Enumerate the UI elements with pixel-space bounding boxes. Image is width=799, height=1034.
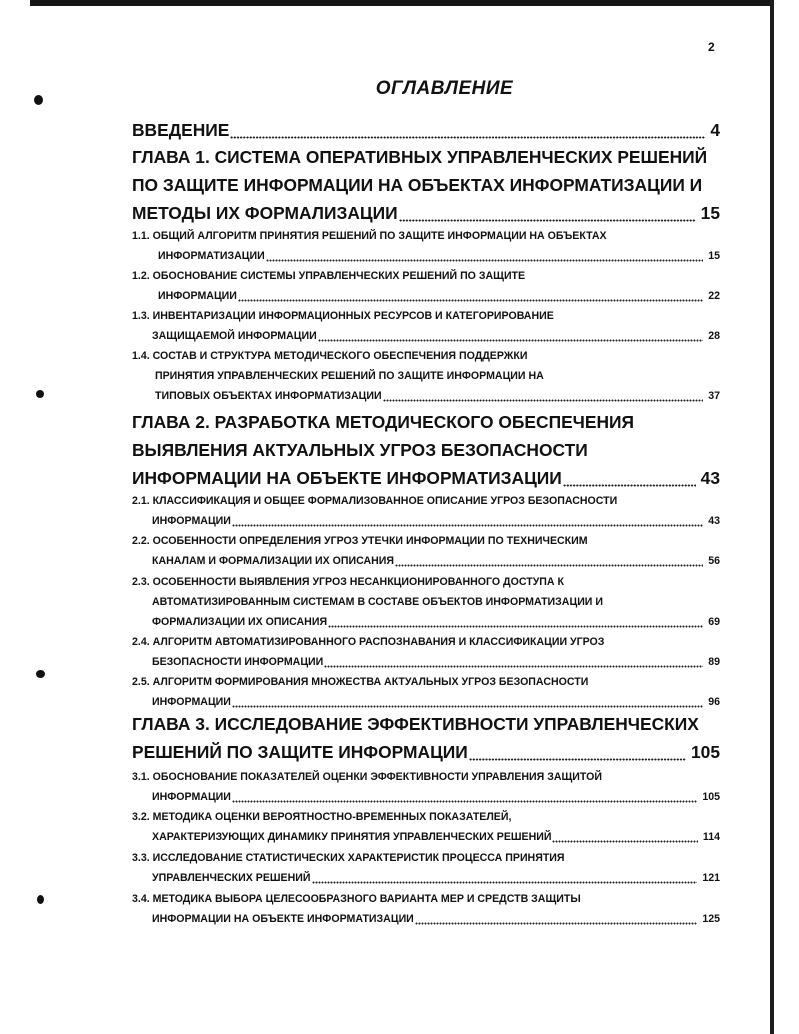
toc-entry-text: 2.2. ОСОБЕННОСТИ ОПРЕДЕЛЕНИЯ УГРОЗ УТЕЧКИ ИНФОРМАЦИИ ПО ТЕХНИЧЕСКИМ: [132, 535, 588, 547]
toc-page-number: 56: [708, 555, 720, 567]
toc-entry-text: ГЛАВА 2. РАЗРАБОТКА МЕТОДИЧЕСКОГО ОБЕСПЕЧЕНИЯ: [132, 412, 635, 432]
toc-entry-text: 1.1. ОБЩИЙ АЛГОРИТМ ПРИНЯТИЯ РЕШЕНИЙ ПО ЗАЩИТЕ ИНФОРМАЦИИ НА ОБЪЕКТАХ: [132, 230, 607, 242]
toc-entry-text: АВТОМАТИЗИРОВАННЫМ СИСТЕМАМ В СОСТАВЕ ОБЪЕКТОВ ИНФОРМАТИЗАЦИИ И: [152, 596, 603, 608]
dot-leader: [238, 286, 703, 306]
toc-entry-text: 2.1. КЛАССИФИКАЦИЯ И ОБЩЕЕ ФОРМАЛИЗОВАННОЕ ОПИСАНИЕ УГРОЗ БЕЗОПАСНОСТИ: [132, 495, 618, 507]
toc-entry-text: ИНФОРМАЦИИ: [152, 515, 231, 527]
toc-page-number: 121: [702, 872, 720, 884]
toc-page-number: 105: [690, 742, 720, 762]
toc-entry-text: 1.4. СОСТАВ И СТРУКТУРА МЕТОДИЧЕСКОГО ОБЕСПЕЧЕНИЯ ПОДДЕРЖКИ: [132, 350, 528, 362]
toc-entry-text: 2.3. ОСОБЕННОСТИ ВЫЯВЛЕНИЯ УГРОЗ НЕСАНКЦИОНИРОВАННОГО ДОСТУПА К: [132, 576, 564, 588]
toc-page-number: 37: [708, 390, 720, 402]
dot-leader: [266, 246, 703, 266]
toc-entry-text: ВЫЯВЛЕНИЯ АКТУАЛЬНЫХ УГРОЗ БЕЗОПАСНОСТИ: [132, 440, 588, 460]
toc-page-number: 43: [700, 468, 720, 488]
toc-page-number: 89: [708, 656, 720, 668]
dot-leader: [469, 738, 686, 766]
toc-entry-text: ПО ЗАЩИТЕ ИНФОРМАЦИИ НА ОБЪЕКТАХ ИНФОРМАТИЗАЦИИ И: [132, 175, 703, 195]
dot-leader: [383, 386, 703, 406]
toc-page-number: 105: [702, 791, 720, 803]
dot-leader: [232, 692, 703, 712]
toc-page-number: 125: [702, 913, 720, 925]
toc-page-number: 22: [708, 290, 720, 302]
toc-entry-text: 3.3. ИССЛЕДОВАНИЕ СТАТИСТИЧЕСКИХ ХАРАКТЕРИСТИК ПРОЦЕССА ПРИНЯТИЯ: [132, 852, 565, 864]
dot-leader: [324, 652, 703, 672]
toc-entry-text: 3.4. МЕТОДИКА ВЫБОРА ЦЕЛЕСООБРАЗНОГО ВАРИАНТА МЕР И СРЕДСТВ ЗАЩИТЫ: [132, 893, 581, 905]
toc-entry-text: ГЛАВА 3. ИССЛЕДОВАНИЕ ЭФФЕКТИВНОСТИ УПРАВЛЕНЧЕСКИХ: [132, 714, 699, 734]
toc-entry-text: БЕЗОПАСНОСТИ ИНФОРМАЦИИ: [152, 656, 324, 668]
toc-entry-text: ВВЕДЕНИЕ: [132, 120, 230, 140]
toc-entry-text: 3.2. МЕТОДИКА ОЦЕНКИ ВЕРОЯТНОСТНО-ВРЕМЕННЫХ ПОКАЗАТЕЛЕЙ,: [132, 811, 512, 823]
toc-page-number: 69: [708, 616, 720, 628]
toc-entry-text: ПРИНЯТИЯ УПРАВЛЕНЧЕСКИХ РЕШЕНИЙ ПО ЗАЩИТЕ ИНФОРМАЦИИ НА: [155, 370, 544, 382]
dot-leader: [552, 827, 698, 847]
toc-page-number: 114: [702, 831, 720, 843]
toc-page-number: 15: [700, 203, 720, 223]
toc-entry-text: ИНФОРМАЦИИ НА ОБЪЕКТЕ ИНФОРМАТИЗАЦИИ: [132, 468, 562, 488]
toc-entry-text: 2.4. АЛГОРИТМ АВТОМАТИЗИРОВАННОГО РАСПОЗНАВАНИЯ И КЛАССИФИКАЦИИ УГРОЗ: [132, 636, 605, 648]
toc-page-number: 43: [708, 515, 720, 527]
toc-entry-text: РЕШЕНИЙ ПО ЗАЩИТЕ ИНФОРМАЦИИ: [132, 742, 468, 762]
dot-leader: [232, 787, 697, 807]
dot-leader: [399, 199, 696, 227]
dot-leader: [395, 551, 703, 571]
toc-page-number: 15: [708, 250, 720, 262]
toc-page-number: 28: [708, 330, 720, 342]
toc-entry-text: КАНАЛАМ И ФОРМАЛИЗАЦИИ ИХ ОПИСАНИЯ: [152, 555, 395, 567]
toc-entry-text: ИНФОРМАЦИИ: [152, 791, 231, 803]
scan-edge-right: [770, 0, 774, 1034]
toc-entry-text: ТИПОВЫХ ОБЪЕКТАХ ИНФОРМАТИЗАЦИИ: [155, 390, 382, 402]
toc-entry-text: ИНФОРМАЦИИ: [158, 290, 237, 302]
toc-title: ОГЛАВЛЕНИЕ: [375, 78, 514, 99]
toc-entry-text: 1.2. ОБОСНОВАНИЕ СИСТЕМЫ УПРАВЛЕНЧЕСКИХ РЕШЕНИЙ ПО ЗАЩИТЕ: [132, 270, 526, 282]
scan-speck: [36, 390, 44, 398]
dot-leader: [230, 116, 705, 144]
scan-edge-top: [30, 0, 770, 6]
page-number: 2: [708, 40, 715, 54]
toc-entry-text: МЕТОДЫ ИХ ФОРМАЛИЗАЦИИ: [132, 203, 398, 223]
toc-entry-text: 3.1. ОБОСНОВАНИЕ ПОКАЗАТЕЛЕЙ ОЦЕНКИ ЭФФЕКТИВНОСТИ УПРАВЛЕНИЯ ЗАЩИТОЙ: [132, 771, 602, 783]
toc-entry-text: ИНФОРМАТИЗАЦИИ: [158, 250, 265, 262]
toc-entry-text: ЗАЩИЩАЕМОЙ ИНФОРМАЦИИ: [152, 330, 317, 342]
toc-entry-text: ГЛАВА 1. СИСТЕМА ОПЕРАТИВНЫХ УПРАВЛЕНЧЕСКИХ РЕШЕНИЙ: [132, 147, 708, 167]
toc-entry-text: ХАРАКТЕРИЗУЮЩИХ ДИНАМИКУ ПРИНЯТИЯ УПРАВЛЕНЧЕСКИХ РЕШЕНИЙ: [152, 831, 552, 843]
toc-page-number: 4: [710, 120, 720, 140]
dot-leader: [563, 464, 696, 492]
toc-entry-text: ИНФОРМАЦИИ: [152, 696, 231, 708]
toc-entry-text: 1.3. ИНВЕНТАРИЗАЦИИ ИНФОРМАЦИОННЫХ РЕСУРСОВ И КАТЕГОРИРОВАНИЕ: [132, 310, 554, 322]
dot-leader: [312, 868, 697, 888]
scan-speck: [36, 670, 45, 678]
toc-entry-text: ИНФОРМАЦИИ НА ОБЪЕКТЕ ИНФОРМАТИЗАЦИИ: [152, 913, 414, 925]
scan-speck: [37, 895, 44, 904]
dot-leader: [415, 909, 697, 929]
dot-leader: [318, 326, 703, 346]
dot-leader: [232, 511, 703, 531]
toc-entry-text: 2.5. АЛГОРИТМ ФОРМИРОВАНИЯ МНОЖЕСТВА АКТУАЛЬНЫХ УГРОЗ БЕЗОПАСНОСТИ: [132, 676, 589, 688]
toc-page-number: 96: [708, 696, 720, 708]
toc-entry-text: ФОРМАЛИЗАЦИИ ИХ ОПИСАНИЯ: [152, 616, 328, 628]
dot-leader: [328, 612, 703, 632]
toc-entry-text: УПРАВЛЕНЧЕСКИХ РЕШЕНИЙ: [152, 872, 311, 884]
